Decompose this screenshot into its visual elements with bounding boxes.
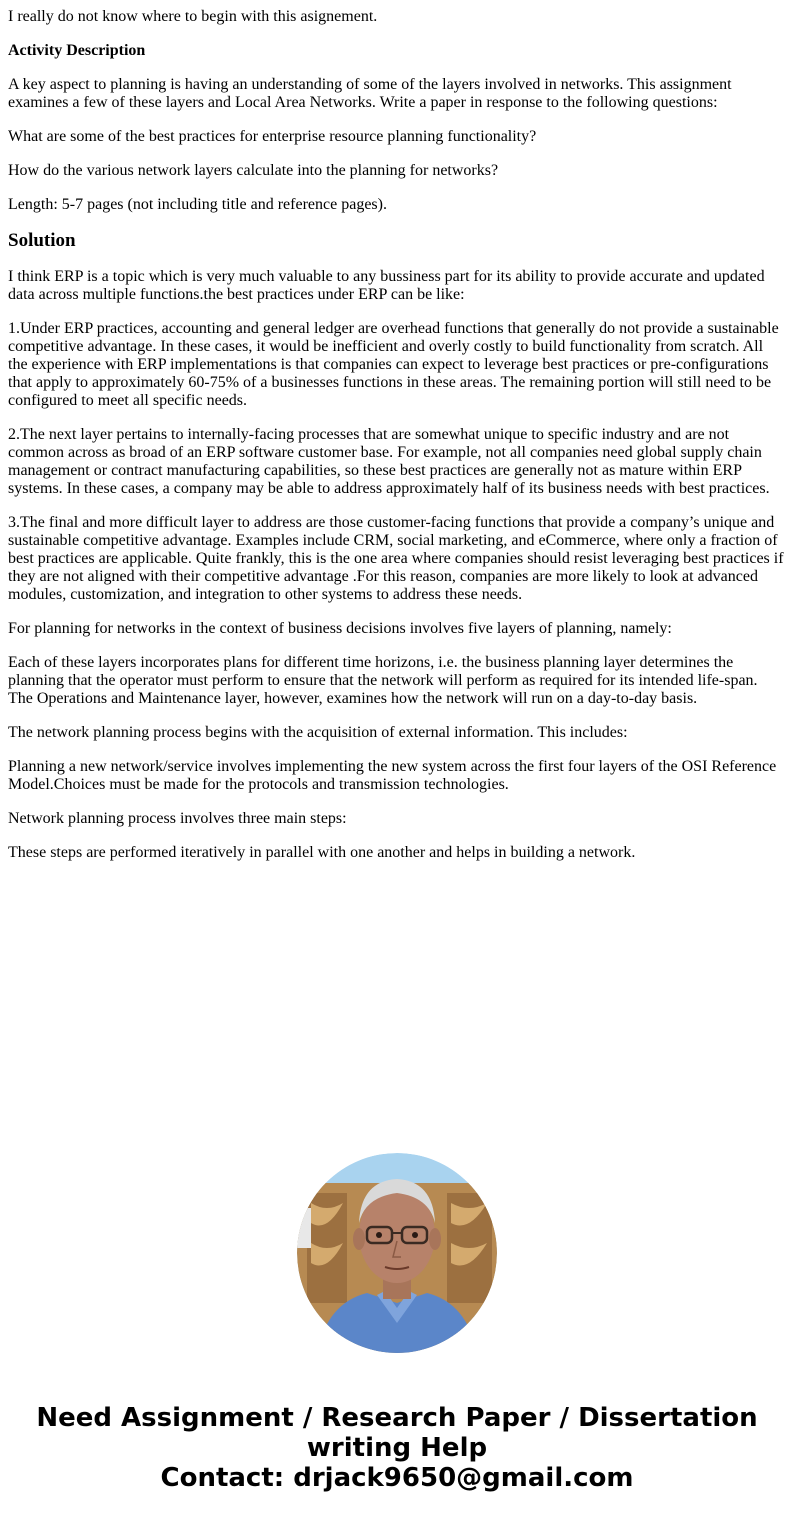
question-1: What are some of the best practices for enterprise resource planning functionality? xyxy=(8,128,537,145)
author-avatar xyxy=(297,1153,497,1353)
contact-email: Contact: drjack9650@gmail.com xyxy=(160,1463,634,1493)
solution-paragraph: Planning a new network/service involves implementing the new system across the first four layers of the OSI Reference Model.Choices must be made for the protocols and transmission technologies. xyxy=(8,758,777,793)
activity-heading: Activity Description xyxy=(8,42,146,59)
promo-line-2: writing Help xyxy=(306,1433,488,1463)
promo-line-1: Need Assignment / Research Paper / Dissertation xyxy=(36,1403,758,1433)
solution-paragraph: These steps are performed iteratively in parallel with one another and helps in building a network. xyxy=(8,844,636,861)
solution-paragraph: 1.Under ERP practices, accounting and general ledger are overhead functions that generally do not provide a sustainable competitive advantage. In these cases, it would be inefficient and overly costly to build functionality from scratch. All the experience with ERP implementations is that companies can expect to leverage best practices or pre-configurations that apply to approximately 60-75% of a businesses functions in these areas. The remaining portion will still need to be configured to meet all specific needs. xyxy=(8,320,779,409)
solution-heading: Solution xyxy=(8,230,76,251)
author-portrait xyxy=(297,1153,497,1353)
question-2: How do the various network layers calculate into the planning for networks? xyxy=(8,162,499,179)
solution-paragraph: 3.The final and more difficult layer to address are those customer-facing functions that provide a company’s unique and sustainable competitive advantage. Examples include CRM, social marketing, and eCommerce, where only a fraction of best practices are applicable. Quite frankly, this is the one area where companies should resist leveraging best practices if they are not aligned with their competitive advantage .For this reason, companies are more likely to look at advanced modules, customization, and integration to other systems to address these needs. xyxy=(8,514,784,603)
solution-paragraph: 2.The next layer pertains to internally-facing processes that are somewhat unique to specific industry and are not common across as broad of an ERP software customer base. For example, not all companies need global supply chain management or contract manufacturing capabilities, so these best practices are generally not as mature within ERP systems. In these cases, a company may be able to address approximately half of its business needs with best practices. xyxy=(8,426,770,497)
document-body xyxy=(8,8,786,878)
solution-paragraph: For planning for networks in the context of business decisions involves five layers of planning, namely: xyxy=(8,620,672,637)
question-intro: I really do not know where to begin with this asignement. xyxy=(8,8,378,25)
solution-paragraph: The network planning process begins with the acquisition of external information. This includes: xyxy=(8,724,628,741)
activity-description: A key aspect to planning is having an understanding of some of the layers involved in networks. This assignment examines a few of these layers and Local Area Networks. Write a paper in response to the following questions: xyxy=(8,76,732,111)
solution-paragraph: Network planning process involves three main steps: xyxy=(8,810,347,827)
promo-footer xyxy=(0,1403,794,1493)
solution-paragraph: Each of these layers incorporates plans for different time horizons, i.e. the business planning layer determines the planning that the operator must perform to ensure that the network will perform as required for its intended life-span. The Operations and Maintenance layer, however, examines how the network will run on a day-to-day basis. xyxy=(8,654,758,707)
solution-paragraph: I think ERP is a topic which is very much valuable to any bussiness part for its ability to provide accurate and updated data across multiple functions.the best practices under ERP can be like: xyxy=(8,268,765,303)
length-requirement: Length: 5-7 pages (not including title and reference pages). xyxy=(8,196,387,213)
